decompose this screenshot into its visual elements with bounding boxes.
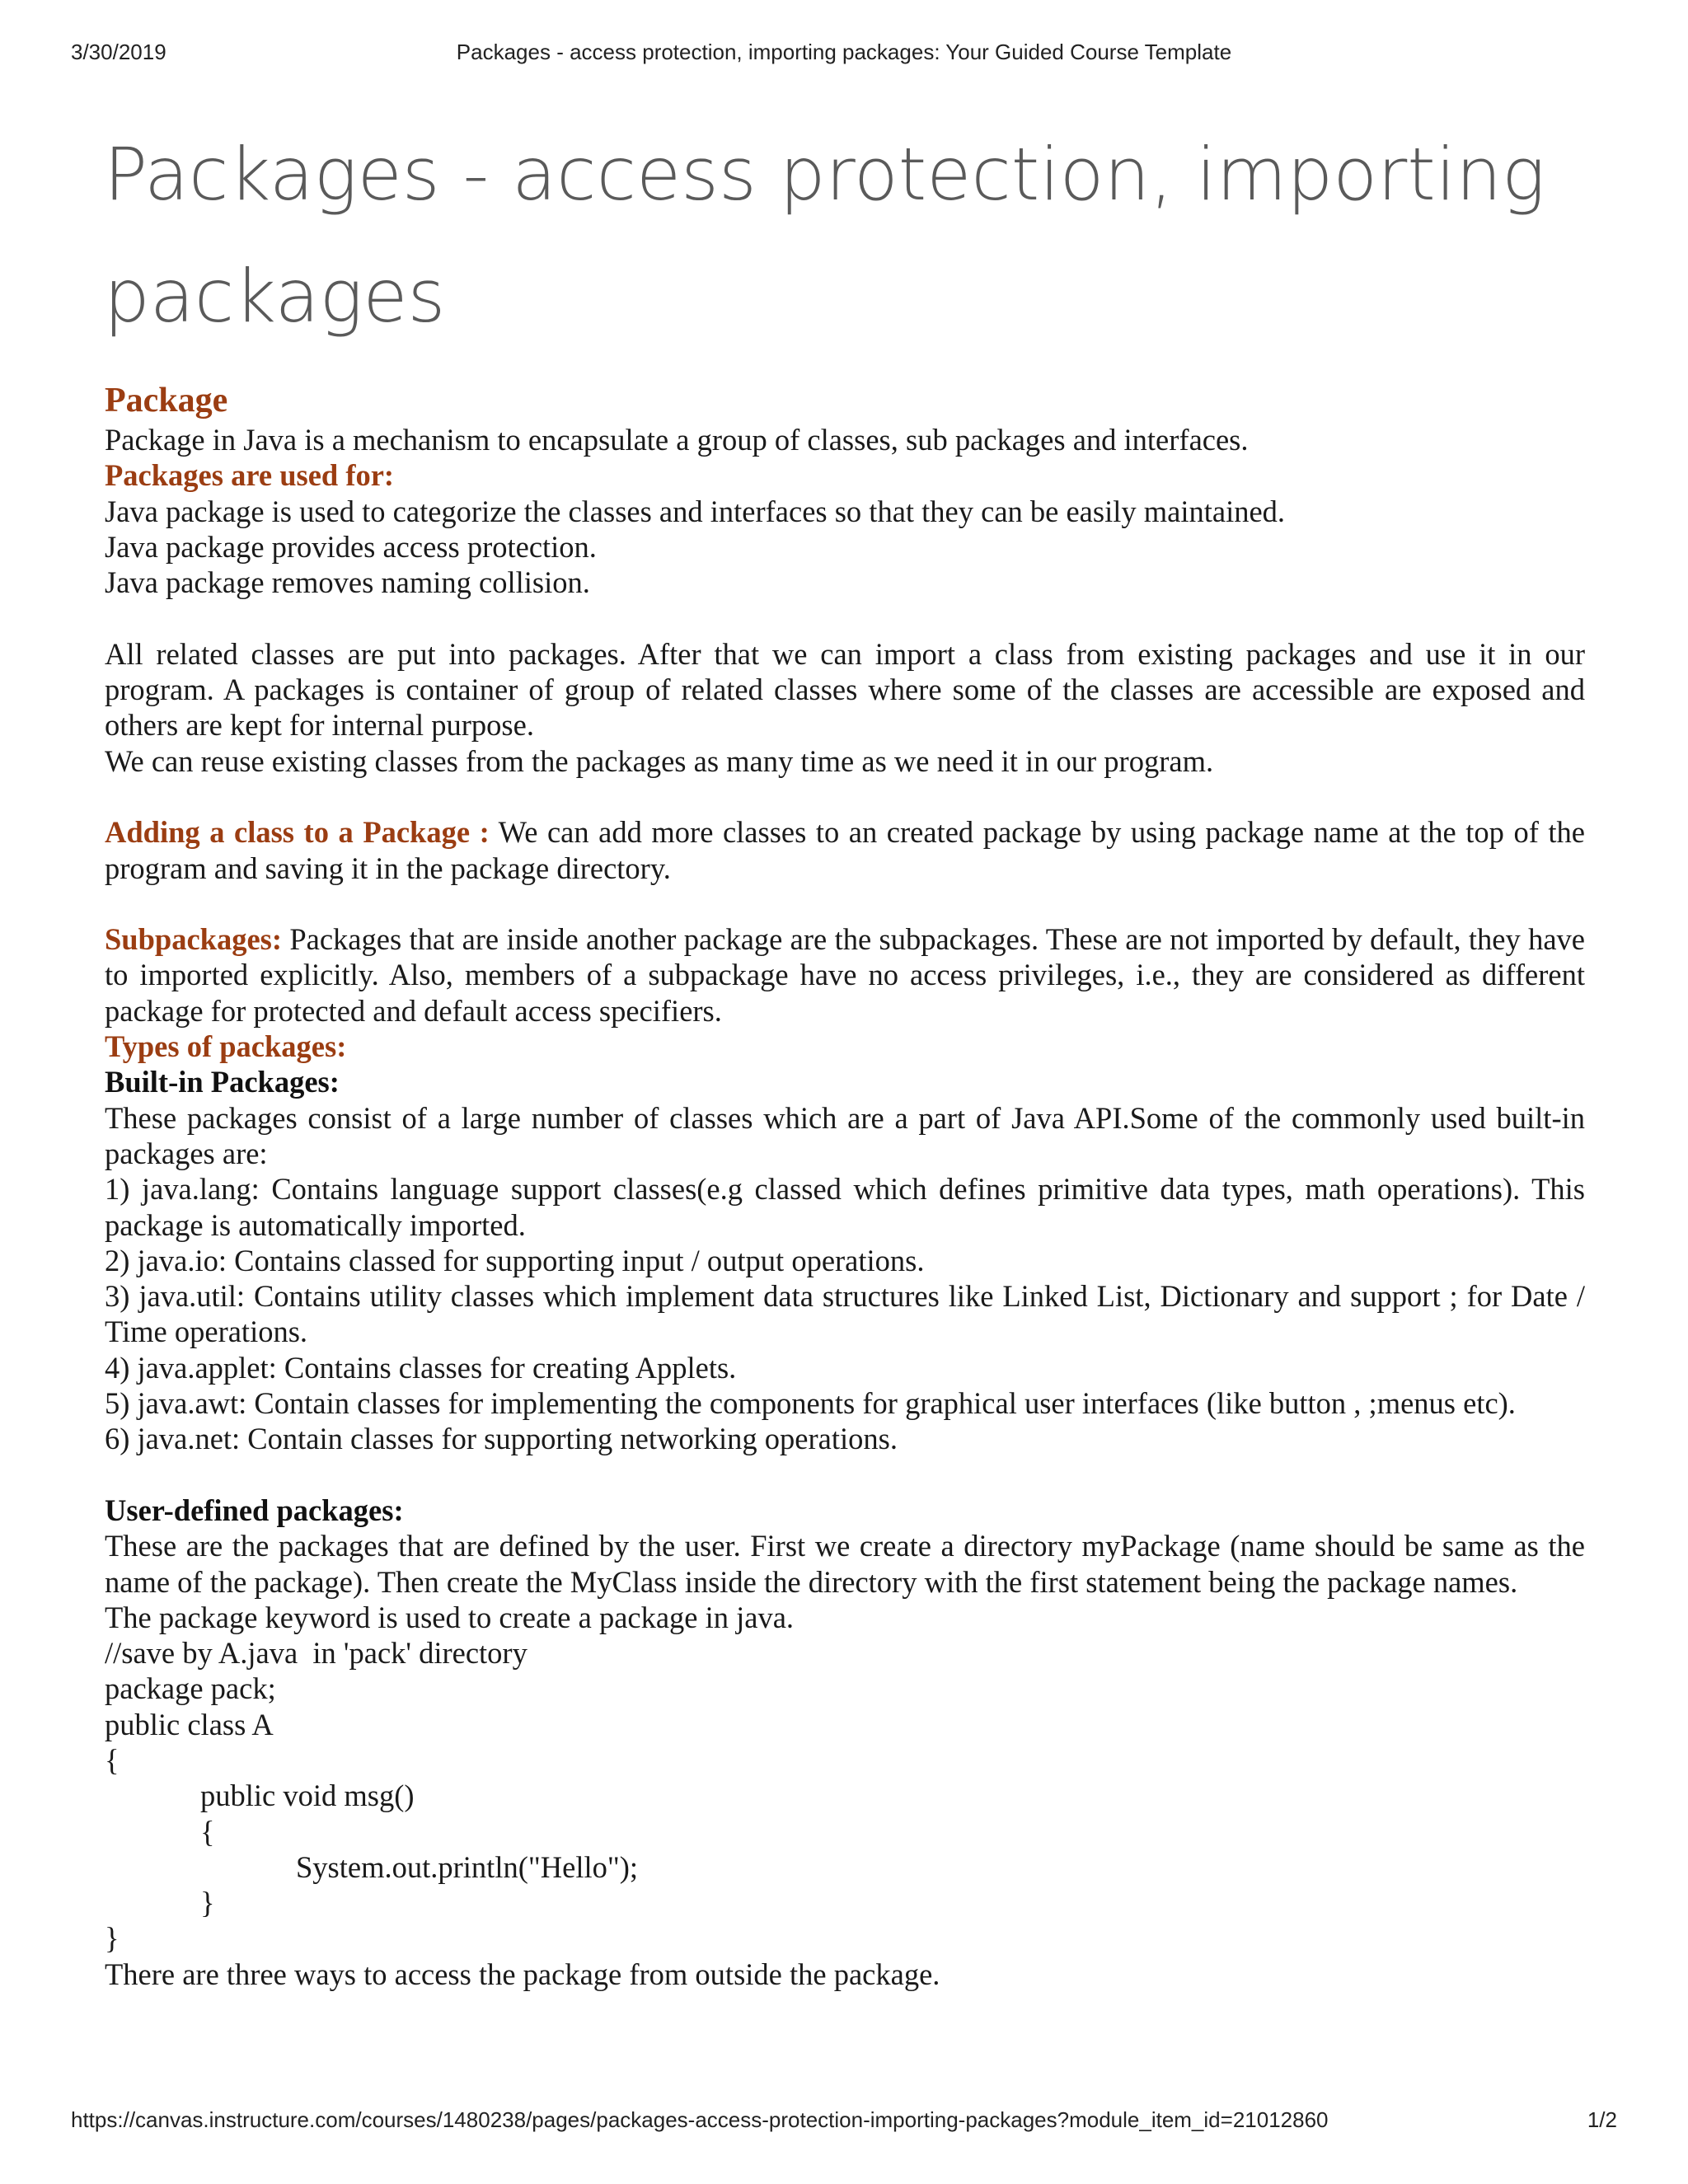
adding-class-paragraph (105, 814, 1585, 886)
code-line: package pack; (105, 1671, 276, 1706)
user-defined-paragraph: These are the packages that are defined by the user. First we create a directory myPackage (name should be same as the name of the package). Then create the MyClass inside the directory with the first statement being the package names. (105, 1529, 1585, 1599)
code-line: public void msg() (200, 1779, 415, 1813)
page-number: 1/2 (1587, 2107, 1617, 2132)
used-for-item: Java package provides access protection. (105, 529, 597, 564)
print-footer (71, 2107, 1617, 2137)
page-title: Packages - access protection, importing packages (104, 132, 1545, 339)
builtin-list-item: 5) java.awt: Contain classes for implementing the components for graphical user interfaces (like button , ;menus etc). (105, 1386, 1516, 1421)
package-heading: Package (105, 382, 228, 419)
package-keyword-paragraph: The package keyword is used to create a package in java. (105, 1600, 795, 1634)
builtin-intro: These packages consist of a large number of classes which are a part of Java API.Some of the commonly used built-in packages are: (105, 1100, 1585, 1170)
used-for-item: Java package removes naming collision. (105, 565, 590, 600)
adding-class-label: Adding a class to a Package : (105, 815, 490, 850)
builtin-heading: Built-in Packages: (105, 1065, 340, 1099)
print-header (71, 40, 1617, 69)
builtin-list-item: 6) java.net: Contain classes for supporting networking operations. (105, 1422, 898, 1456)
adding-class-text: We can add more classes to an created package by using package name at the top of the program and saving it in the package directory. (105, 815, 1585, 885)
code-sample (105, 1635, 1585, 1957)
builtin-list-item: 2) java.io: Contains classed for supporting input / output operations. (105, 1243, 925, 1277)
subpackages-paragraph (105, 921, 1585, 1029)
code-line: //save by A.java in 'pack' directory (105, 1636, 528, 1671)
closing-paragraph: There are three ways to access the package from outside the package. (105, 1957, 940, 1991)
related-paragraph: All related classes are put into packages. After that we can import a class from existing packages and use it in our program. A packages is container of group of related classes where some of the classes are accessible are exposed and others are kept for internal purpose. (105, 636, 1585, 743)
builtin-list-item: 1) java.lang: Contains language support classes(e.g classed which defines primitive data types, math operations). This package is automatically imported. (105, 1172, 1585, 1242)
code-line: } (200, 1886, 215, 1920)
used-for-heading: Packages are used for: (105, 458, 395, 493)
page-url: https://canvas.instructure.com/courses/1480238/pages/packages-access-protection-importing-packages?module_item_id=21012860 (71, 2107, 1329, 2132)
used-for-item: Java package is used to categorize the classes and interfaces so that they can be easily maintained. (105, 494, 1286, 528)
code-line: public class A (105, 1707, 274, 1741)
subpackages-text: Packages that are inside another package are the subpackages. These are not imported by default, they have to imported explicitly. Also, members of a subpackage have no access privileges, i.e., they are considered as different package for protected and default access specifiers. (105, 922, 1585, 1028)
builtin-list-item: 4) java.applet: Contains classes for creating Applets. (105, 1350, 737, 1385)
code-line: } (105, 1921, 120, 1956)
code-line: { (200, 1814, 215, 1849)
page-content (105, 379, 1585, 1992)
types-heading: Types of packages: (105, 1029, 347, 1064)
subpackages-label: Subpackages: (105, 922, 283, 957)
package-definition: Package in Java is a mechanism to encapsulate a group of classes, sub packages and interfaces. (105, 423, 1249, 457)
code-line: { (105, 1742, 120, 1777)
print-header-title: Packages - access protection, importing packages: Your Guided Course Template (456, 40, 1232, 64)
builtin-list-item: 3) java.util: Contains utility classes which implement data structures like Linked List, Dictionary and support ; for Date / Time operations. (105, 1279, 1585, 1349)
print-date: 3/30/2019 (71, 40, 166, 64)
user-defined-heading: User-defined packages: (105, 1493, 404, 1527)
reuse-paragraph: We can reuse existing classes from the packages as many time as we need it in our program. (105, 743, 1214, 778)
code-line: System.out.println("Hello"); (296, 1849, 639, 1884)
